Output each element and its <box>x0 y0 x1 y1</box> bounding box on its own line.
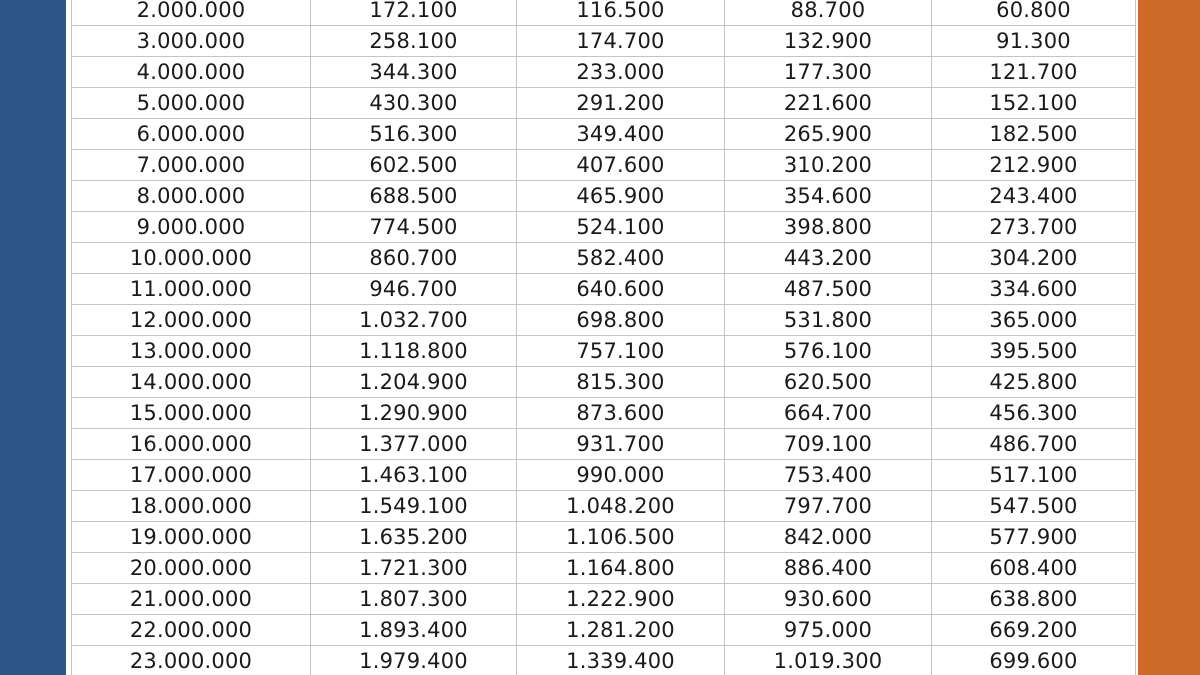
installment-cell: 172.100 <box>311 0 517 26</box>
installment-cell: 425.800 <box>932 367 1136 398</box>
installment-cell: 1.118.800 <box>311 336 517 367</box>
installment-cell: 531.800 <box>725 305 932 336</box>
installment-cell: 91.300 <box>932 26 1136 57</box>
installment-cell: 465.900 <box>517 181 725 212</box>
installment-cell: 430.300 <box>311 88 517 119</box>
installment-cell: 1.164.800 <box>517 553 725 584</box>
installment-cell: 886.400 <box>725 553 932 584</box>
loan-amount-cell: 12.000.000 <box>72 305 311 336</box>
installment-cell: 1.635.200 <box>311 522 517 553</box>
installment-cell: 1.281.200 <box>517 615 725 646</box>
installment-cell: 344.300 <box>311 57 517 88</box>
left-color-band <box>0 0 66 675</box>
loan-amount-cell: 21.000.000 <box>72 584 311 615</box>
installment-cell: 291.200 <box>517 88 725 119</box>
installment-cell: 88.700 <box>725 0 932 26</box>
installment-cell: 688.500 <box>311 181 517 212</box>
installment-cell: 1.339.400 <box>517 646 725 675</box>
loan-amount-cell: 13.000.000 <box>72 336 311 367</box>
installment-cell: 354.600 <box>725 181 932 212</box>
installment-cell: 487.500 <box>725 274 932 305</box>
table-row <box>72 274 1136 305</box>
installment-cell: 620.500 <box>725 367 932 398</box>
loan-amount-cell: 6.000.000 <box>72 119 311 150</box>
right-color-band <box>1138 0 1200 675</box>
installment-cell: 60.800 <box>932 0 1136 26</box>
loan-amount-cell: 17.000.000 <box>72 460 311 491</box>
installment-cell: 975.000 <box>725 615 932 646</box>
installment-cell: 456.300 <box>932 398 1136 429</box>
rate-table <box>71 0 1136 675</box>
table-row <box>72 460 1136 491</box>
installment-cell: 774.500 <box>311 212 517 243</box>
installment-cell: 1.893.400 <box>311 615 517 646</box>
table-row <box>72 491 1136 522</box>
table-row <box>72 553 1136 584</box>
installment-cell: 1.204.900 <box>311 367 517 398</box>
installment-cell: 212.900 <box>932 150 1136 181</box>
table-row <box>72 646 1136 675</box>
installment-cell: 815.300 <box>517 367 725 398</box>
installment-cell: 177.300 <box>725 57 932 88</box>
installment-cell: 699.600 <box>932 646 1136 675</box>
installment-cell: 116.500 <box>517 0 725 26</box>
installment-cell: 757.100 <box>517 336 725 367</box>
installment-cell: 664.700 <box>725 398 932 429</box>
installment-cell: 1.549.100 <box>311 491 517 522</box>
installment-cell: 182.500 <box>932 119 1136 150</box>
installment-cell: 1.979.400 <box>311 646 517 675</box>
installment-cell: 698.800 <box>517 305 725 336</box>
loan-amount-cell: 20.000.000 <box>72 553 311 584</box>
loan-amount-cell: 19.000.000 <box>72 522 311 553</box>
table-row <box>72 615 1136 646</box>
installment-cell: 273.700 <box>932 212 1136 243</box>
loan-amount-cell: 18.000.000 <box>72 491 311 522</box>
installment-cell: 174.700 <box>517 26 725 57</box>
installment-cell: 709.100 <box>725 429 932 460</box>
installment-cell: 946.700 <box>311 274 517 305</box>
installment-cell: 152.100 <box>932 88 1136 119</box>
installment-cell: 221.600 <box>725 88 932 119</box>
table-row <box>72 398 1136 429</box>
installment-cell: 860.700 <box>311 243 517 274</box>
installment-cell: 930.600 <box>725 584 932 615</box>
installment-cell: 121.700 <box>932 57 1136 88</box>
loan-amount-cell: 10.000.000 <box>72 243 311 274</box>
loan-amount-cell: 16.000.000 <box>72 429 311 460</box>
installment-cell: 132.900 <box>725 26 932 57</box>
installment-cell: 873.600 <box>517 398 725 429</box>
installment-cell: 931.700 <box>517 429 725 460</box>
table-row <box>72 26 1136 57</box>
installment-cell: 265.900 <box>725 119 932 150</box>
installment-cell: 640.600 <box>517 274 725 305</box>
installment-cell: 638.800 <box>932 584 1136 615</box>
installment-cell: 334.600 <box>932 274 1136 305</box>
table-row <box>72 522 1136 553</box>
table-row <box>72 367 1136 398</box>
installment-cell: 395.500 <box>932 336 1136 367</box>
installment-cell: 990.000 <box>517 460 725 491</box>
rate-table-body <box>72 0 1136 675</box>
table-row <box>72 212 1136 243</box>
installment-cell: 1.048.200 <box>517 491 725 522</box>
loan-amount-cell: 15.000.000 <box>72 398 311 429</box>
installment-cell: 602.500 <box>311 150 517 181</box>
installment-cell: 1.032.700 <box>311 305 517 336</box>
loan-amount-cell: 23.000.000 <box>72 646 311 675</box>
table-row <box>72 243 1136 274</box>
table-sheet <box>66 0 1138 675</box>
installment-cell: 304.200 <box>932 243 1136 274</box>
installment-cell: 243.400 <box>932 181 1136 212</box>
loan-amount-cell: 22.000.000 <box>72 615 311 646</box>
installment-cell: 398.800 <box>725 212 932 243</box>
installment-cell: 797.700 <box>725 491 932 522</box>
loan-amount-cell: 5.000.000 <box>72 88 311 119</box>
table-row <box>72 88 1136 119</box>
table-row <box>72 119 1136 150</box>
installment-cell: 407.600 <box>517 150 725 181</box>
table-row <box>72 181 1136 212</box>
table-row <box>72 0 1136 26</box>
installment-cell: 582.400 <box>517 243 725 274</box>
installment-cell: 753.400 <box>725 460 932 491</box>
loan-amount-cell: 9.000.000 <box>72 212 311 243</box>
installment-cell: 1.290.900 <box>311 398 517 429</box>
installment-cell: 669.200 <box>932 615 1136 646</box>
installment-cell: 1.721.300 <box>311 553 517 584</box>
installment-cell: 1.106.500 <box>517 522 725 553</box>
installment-cell: 365.000 <box>932 305 1136 336</box>
table-row <box>72 336 1136 367</box>
table-row <box>72 150 1136 181</box>
installment-cell: 443.200 <box>725 243 932 274</box>
installment-cell: 349.400 <box>517 119 725 150</box>
table-row <box>72 305 1136 336</box>
table-row <box>72 57 1136 88</box>
loan-amount-cell: 14.000.000 <box>72 367 311 398</box>
installment-cell: 233.000 <box>517 57 725 88</box>
loan-amount-cell: 3.000.000 <box>72 26 311 57</box>
installment-cell: 1.463.100 <box>311 460 517 491</box>
installment-cell: 310.200 <box>725 150 932 181</box>
installment-cell: 1.222.900 <box>517 584 725 615</box>
installment-cell: 1.019.300 <box>725 646 932 675</box>
table-row <box>72 584 1136 615</box>
loan-amount-cell: 8.000.000 <box>72 181 311 212</box>
loan-amount-cell: 4.000.000 <box>72 57 311 88</box>
installment-cell: 1.377.000 <box>311 429 517 460</box>
loan-amount-cell: 7.000.000 <box>72 150 311 181</box>
loan-amount-cell: 2.000.000 <box>72 0 311 26</box>
installment-cell: 517.100 <box>932 460 1136 491</box>
installment-cell: 486.700 <box>932 429 1136 460</box>
installment-cell: 608.400 <box>932 553 1136 584</box>
installment-cell: 577.900 <box>932 522 1136 553</box>
installment-cell: 524.100 <box>517 212 725 243</box>
installment-cell: 1.807.300 <box>311 584 517 615</box>
installment-cell: 576.100 <box>725 336 932 367</box>
installment-cell: 258.100 <box>311 26 517 57</box>
table-row <box>72 429 1136 460</box>
installment-cell: 516.300 <box>311 119 517 150</box>
loan-amount-cell: 11.000.000 <box>72 274 311 305</box>
installment-cell: 842.000 <box>725 522 932 553</box>
installment-cell: 547.500 <box>932 491 1136 522</box>
